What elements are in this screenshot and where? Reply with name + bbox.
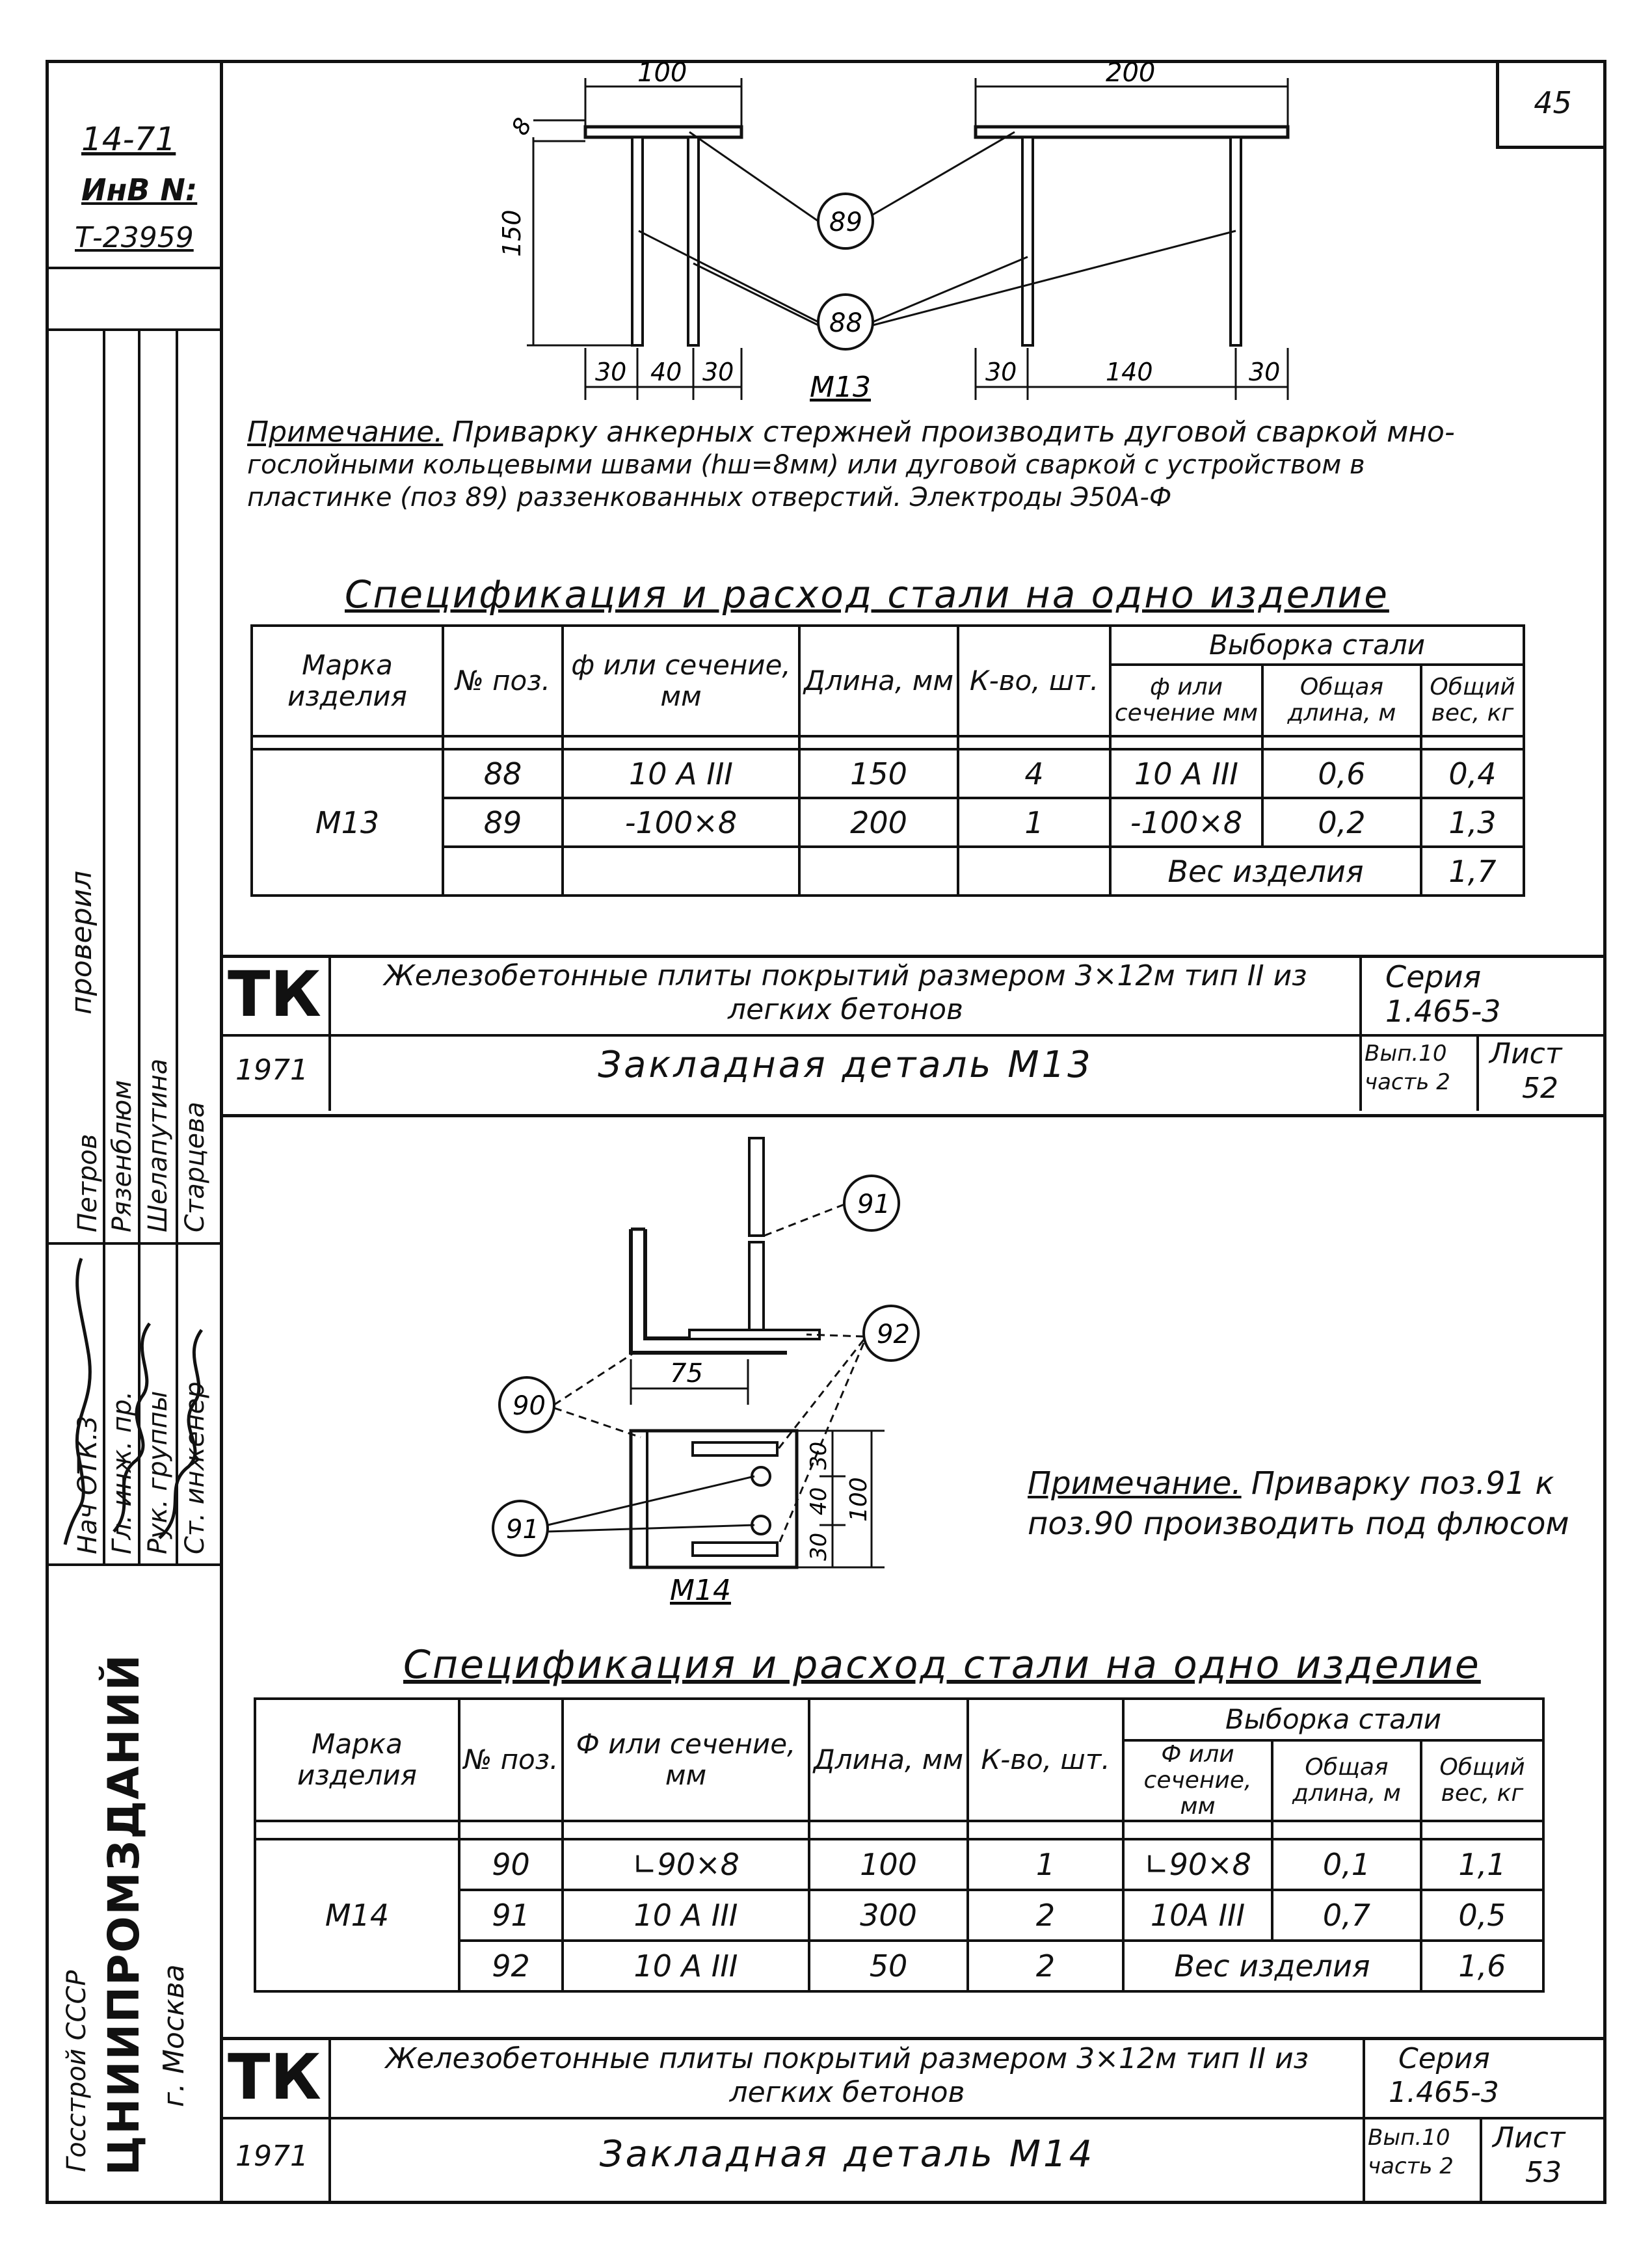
callout-91-top: 91: [857, 1189, 890, 1219]
tb13-series: 1.465-3: [1385, 994, 1501, 1029]
table-row: М13 88 10 А III 150 4 10 А III 0,6 0,4: [252, 749, 1524, 798]
m13-h-qty: К-во, шт.: [958, 626, 1110, 736]
m13-dim-thickness: 8: [507, 113, 538, 140]
spec-m13-title: Спецификация и расход стали на одно изделие: [345, 572, 1389, 617]
m14-h-sel-weight: Общий вес, кг: [1421, 1740, 1543, 1821]
side-rule-2: [46, 328, 221, 331]
side-role-2: Гл. инж. пр.: [107, 1390, 137, 1554]
m14-dim-s1: 30: [806, 1441, 832, 1470]
m13-dim-left-1: 30: [595, 358, 627, 386]
m14-h-length: Длина, мм: [809, 1699, 968, 1821]
note-m14-line-1: Приварку поз.91 к: [1251, 1465, 1554, 1502]
tb14-tk: ТК: [228, 2041, 321, 2114]
m14-h-sel-section: Ф или сечение, мм: [1123, 1740, 1272, 1821]
tb13-tk: ТК: [228, 958, 321, 1031]
tb14-series: 1.465-3: [1389, 2076, 1499, 2109]
table-row: 92 10 А III 50 2 Вес изделия 1,6: [255, 1941, 1543, 1991]
note-m13-label: Примечание.: [247, 416, 444, 449]
tb14-year: 1971: [235, 2140, 308, 2173]
table-row: 91 10 А III 300 2 10А III 0,7 0,5: [255, 1890, 1543, 1941]
m13-total-label: Вес изделия: [1110, 847, 1421, 896]
note-m14: [1028, 1463, 1569, 1544]
callout-88: 88: [829, 308, 862, 338]
note-m13: [247, 416, 1587, 514]
tb13-vline-1: [328, 955, 331, 1111]
m13-h-section: ф или сечение, мм: [563, 626, 799, 736]
callout-91-bottom: 91: [506, 1515, 539, 1545]
side-org-name: ЦНИИПРОМЗДАНИЙ: [99, 1653, 149, 2175]
note-m14-line-2: поз.90 производить под флюсом: [1028, 1506, 1569, 1542]
m14-h-selection: Выборка стали: [1123, 1699, 1543, 1740]
side-name-4: Старцева: [180, 1101, 210, 1232]
m14-h-sel-length: Общая длина, м: [1272, 1740, 1421, 1821]
tb14-sheet-label: Лист: [1493, 2121, 1565, 2155]
frame-left: [46, 60, 49, 2203]
m13-drawing-label: М13: [810, 371, 871, 404]
spec-m13-table: [250, 624, 1525, 897]
m13-dim-right-1: 30: [985, 358, 1017, 386]
note-m13-line-2: гослойными кольцевыми швами (hш=8мм) или дуговой сваркой с устройством в: [247, 450, 1365, 480]
tb14-vline-1: [328, 2037, 331, 2201]
m13-h-sel-length: Общая длина, м: [1262, 665, 1421, 736]
m13-h-selection: Выборка стали: [1110, 626, 1524, 665]
m13-dim-left-2: 40: [650, 358, 682, 386]
m13-dim-width-right: 200: [1106, 62, 1156, 88]
note-m14-label: Примечание.: [1028, 1465, 1242, 1502]
m13-h-sel-weight: Общий вес, кг: [1421, 665, 1524, 736]
tb14-series-label: Серия: [1398, 2042, 1490, 2075]
side-rule-1: [46, 267, 221, 269]
tb13-sheet-label: Лист: [1489, 1037, 1562, 1070]
m13-dim-right-3: 30: [1249, 358, 1281, 386]
note-m13-line-1: Приварку анкерных стержней производить дуговой сваркой мно-: [452, 416, 1455, 449]
side-inv-number: Т-23959: [75, 221, 194, 254]
side-role-4: Ст. инженер: [180, 1381, 210, 1554]
table-row: М14 90 ∟90×8 100 1 ∟90×8 0,1 1,1: [255, 1839, 1543, 1890]
side-org-city: г. Москва: [157, 1964, 191, 2107]
m13-mark: М13: [252, 749, 443, 896]
tb14-vline-2: [1363, 2037, 1365, 2201]
side-role-3: Рук. группы: [143, 1390, 173, 1554]
m14-total-label: Вес изделия: [1123, 1941, 1421, 1991]
tb14-hline: [221, 2117, 1603, 2119]
m14-dim-s2: 40: [806, 1487, 832, 1515]
m14-h-section: Ф или сечение, мм: [563, 1699, 809, 1821]
side-rule-3: [46, 1242, 221, 1245]
m14-h-qty: К-во, шт.: [968, 1699, 1123, 1821]
callout-90: 90: [513, 1391, 546, 1421]
side-name-3: Шелапутина: [143, 1058, 173, 1232]
side-stamp-divider: [220, 60, 223, 2203]
frame-right: [1603, 60, 1606, 2203]
note-m13-line-3: пластинке (поз 89) раззенкованных отверстий. Электроды Э50А-Ф: [247, 483, 1172, 512]
tb13-vline-2: [1359, 955, 1362, 1111]
tb14-sheet: 53: [1525, 2156, 1562, 2189]
drawing-m13: [494, 62, 1314, 413]
page-number-box: [1496, 60, 1606, 149]
drawing-m14: [455, 1132, 963, 1691]
m13-total-value: 1,7: [1421, 847, 1524, 896]
m13-dim-right-2: 140: [1106, 358, 1153, 386]
m14-dim-angle: 75: [670, 1359, 703, 1388]
m14-dim-height: 100: [846, 1477, 872, 1522]
side-name-1: Петров: [73, 1134, 103, 1232]
side-code: 14-71: [81, 120, 176, 158]
callout-92: 92: [877, 1320, 910, 1349]
tb13-hline: [221, 1034, 1603, 1037]
tb14-detail: Закладная деталь М14: [599, 2133, 1095, 2175]
tb13-sheet: 52: [1522, 1072, 1558, 1105]
side-inv-label: ИнВ N:: [81, 172, 198, 207]
m13-dim-height: 150: [498, 209, 526, 257]
m14-total-value: 1,6: [1421, 1941, 1543, 1991]
side-rule-4: [46, 1563, 221, 1566]
signatures: [52, 1245, 218, 1558]
spec-m14-title: Спецификация и расход стали на одно изделие: [403, 1642, 1481, 1688]
m13-h-pos: № поз.: [443, 626, 563, 736]
page-number: 45: [1534, 85, 1572, 120]
tb13-series-label: Серия: [1385, 959, 1482, 994]
side-org-ministry: Госстрой СССР: [62, 1970, 92, 2172]
tb14-title: Железобетонные плиты покрытий размером 3×12м тип II из легких бетонов: [385, 2042, 1309, 2109]
m14-drawing-label: М14: [670, 1574, 731, 1607]
table-row: 89 -100×8 200 1 -100×8 0,2 1,3: [252, 798, 1524, 847]
m14-dim-s3: 30: [806, 1532, 832, 1561]
m13-dim-width-left: 100: [637, 62, 687, 88]
spec-m14-table: [254, 1697, 1545, 1993]
m14-h-mark: Марка изделия: [255, 1699, 459, 1821]
tb13-vline-3: [1476, 1034, 1479, 1111]
table-row: [252, 847, 1524, 896]
side-role-1: Нач ОТК.3: [73, 1415, 103, 1554]
tb13-issue: Вып.10 часть 2: [1365, 1041, 1450, 1095]
tb13-title: Железобетонные плиты покрытий размером 3×12м тип II из легких бетонов: [384, 959, 1307, 1026]
callout-89: 89: [829, 207, 862, 237]
m13-h-sel-section: ф или сечение мм: [1110, 665, 1262, 736]
tb14-issue: Вып.10 часть 2: [1368, 2125, 1454, 2179]
tb13-detail: Закладная деталь М13: [598, 1044, 1093, 1086]
m14-mark: М14: [255, 1839, 459, 1991]
side-checked: проверил: [65, 870, 98, 1015]
tb14-vline-3: [1480, 2117, 1482, 2201]
m14-h-pos: № поз.: [459, 1699, 563, 1821]
m13-h-mark: Марка изделия: [252, 626, 443, 736]
tb13-year: 1971: [235, 1054, 308, 1087]
side-name-2: Рязенблюм: [107, 1080, 137, 1232]
m13-h-length: Длина, мм: [799, 626, 958, 736]
m13-dim-left-3: 30: [702, 358, 734, 386]
